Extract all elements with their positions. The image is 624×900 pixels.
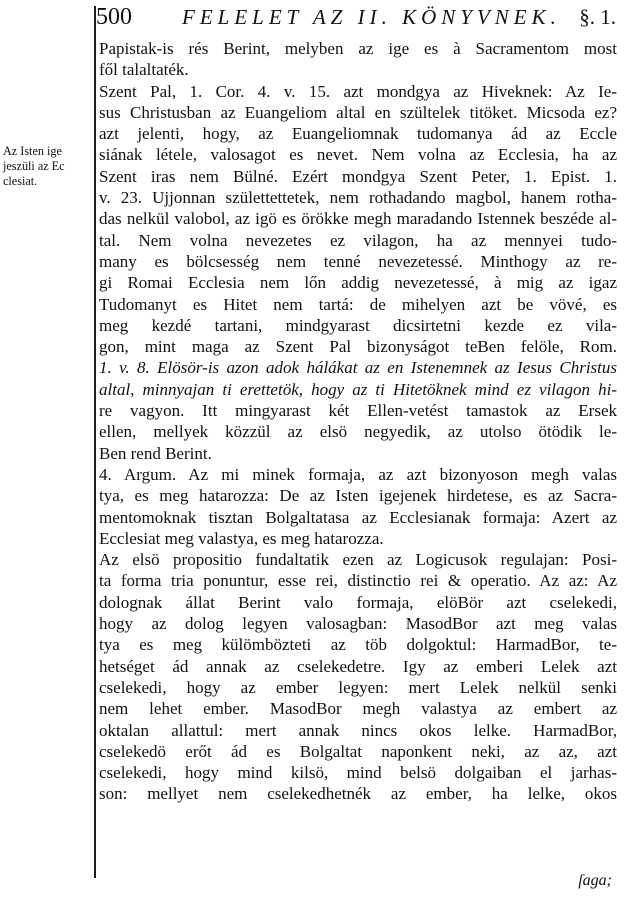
- text-line: gi Romai Ecclesia nem lőn addig nevezetessé, à mig az igaz: [99, 273, 617, 293]
- text-line: gon, mint maga az Szent Pal bizonyságot teBen felöle, Rom.: [99, 337, 617, 357]
- text-line: 1. v. 8. Elösör-is azon adok hálákat az en Istenemnek az Iesus Christus: [99, 358, 617, 378]
- text-line: Szent iras nem Bülné. Ezért mondgya Szent Peter, 1. Epist. 1.: [99, 166, 617, 186]
- text-line: tya, es meg hatarozza: De az Isten igejenek hirdetese, es az Sacra-: [99, 486, 617, 506]
- text-line: cselekedö erőt ád es Bolgaltat naponkent neki, az az, azt: [99, 741, 617, 761]
- text-line: Ben rend Berint.: [99, 443, 212, 463]
- text-line: Ecclesiat meg valastya, es meg hatarozza.: [99, 528, 384, 548]
- text-line: tya es meg külömbözteti az töb dolgoktul: HarmadBor, te-: [99, 635, 617, 655]
- catchword: ſaga;: [578, 872, 612, 889]
- margin-note: [3, 144, 89, 189]
- body-text: [99, 38, 617, 805]
- text-line: azt jelenti, hogy, az Euangeliomnak tudomanya ád az Eccle: [99, 124, 617, 144]
- margin-note-line: jeszüli az Ec: [3, 159, 65, 173]
- text-line: nem lehet ember. MasodBor megh valastya az embert az: [99, 699, 617, 719]
- text-line: fől talaltaték.: [99, 60, 189, 80]
- running-title: FELELET AZ II. KÖNYVNEK.: [182, 5, 561, 29]
- text-line: sus Christusban az Euangeliom altal en szültelek titöket. Micsoda ez?: [99, 102, 617, 122]
- text-line: 4. Argum. Az mi minek formaja, az azt bizonyoson megh valas: [99, 464, 617, 484]
- margin-note-line: clesiat.: [3, 174, 38, 188]
- section-mark: §. 1.: [579, 5, 616, 29]
- text-line: hogy az dolog legyen valosagban: MasodBor azt meg valas: [99, 614, 617, 634]
- text-line: Az elsö propositio fundaltatik ezen az Logicusok regulajan: Posi-: [99, 550, 617, 570]
- text-line: many es bölcsesség nem tenné nevezetessé. Minthogy az re-: [99, 251, 617, 271]
- text-line: mentomoknak tisztan Bolgaltatasa az Ecclesianak formaja: Azert az: [99, 507, 617, 527]
- text-line: Szent Pal, 1. Cor. 4. v. 15. azt mondgya az Hiveknek: Az Ie-: [99, 81, 617, 101]
- running-header: [96, 4, 616, 34]
- text-line: siának létele, valosagot es nevet. Nem volna az Ecclesia, ha az: [99, 145, 617, 165]
- text-line: altal, minnyajan ti erettetök, hogy az ti Hitetöknek mind ez vilagon hi-: [99, 379, 617, 399]
- text-line: dolognak állat Berint valo formaja, elöBör azt cselekedi,: [99, 592, 617, 612]
- text-line: cselekedi, hogy mind kilsö, mind belsö dolgaiban el jarhas-: [99, 763, 617, 783]
- text-line: hetséget ád annak az cselekedetre. Igy az emberi Lelek azt: [99, 656, 617, 676]
- text-line: oktalan allattul: mert annak nincs okos lelke. HarmadBor,: [99, 720, 617, 740]
- text-line: tal. Nem volna nevezetes ez vilagon, ha az mennyei tudo-: [99, 230, 617, 250]
- text-line: v. 23. Ujjonnan születtettetek, nem rothadando magbol, hanem rotha-: [99, 188, 617, 208]
- margin-note-line: Az Isten ige: [3, 144, 62, 158]
- text-line: re vagyon. Itt mingyarast két Ellen-vetést tamastok az Ersek: [99, 401, 617, 421]
- text-line: cselekedi, hogy az ember legyen: mert Lelek nelkül senki: [99, 677, 617, 697]
- margin-rule: [94, 6, 96, 878]
- text-line: das nelkül valobol, az igö es örökke megh maradando Istennek beszéde al-: [99, 209, 617, 229]
- text-line: ellen, mellyek közzül az elsö negyedik, az utolso ötödik le-: [99, 422, 617, 442]
- text-line: ta forma tria ponuntur, esse rei, distinctio rei & operatio. Az az: Az: [99, 571, 617, 591]
- text-line: Papistak-is rés Berint, melyben az ige es à Sacramentom most: [99, 39, 617, 58]
- page-number: 500: [96, 4, 132, 30]
- text-line: Tudomanyt es Hitet nem tartá: de mihelyen azt be vövé, es: [99, 294, 617, 314]
- text-line: son: mellyet nem cselekedhetnék az ember, ha lelke, okos: [99, 784, 617, 804]
- text-line: meg kezdé tartani, mindgyarast dicsirtetni kezde ez vila-: [99, 315, 617, 335]
